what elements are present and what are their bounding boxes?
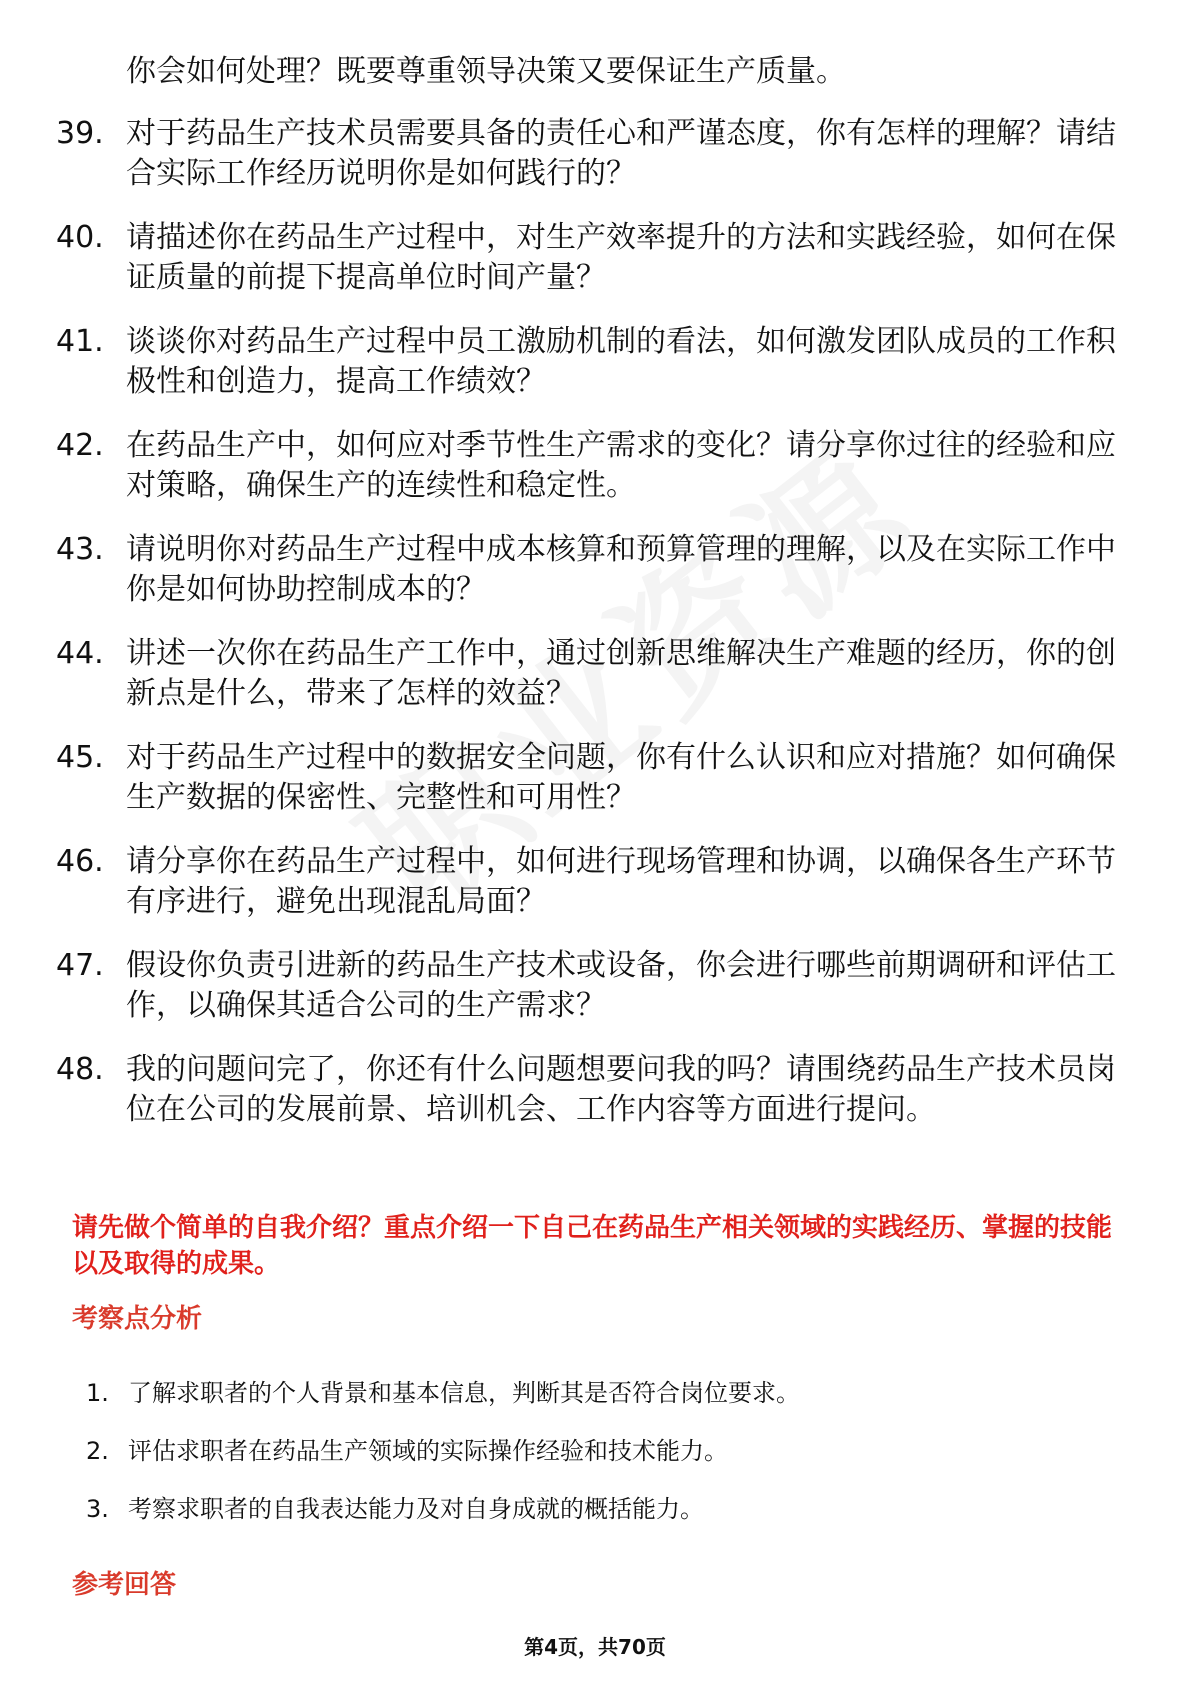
highlight-question: 请先做个简单的自我介绍？重点介绍一下自己在药品生产相关领域的实践经历、掌握的技能以及取得的成果。 bbox=[72, 1213, 1113, 1279]
question-item bbox=[56, 1050, 1116, 1130]
question-text: 讲述一次你在药品生产工作中，通过创新思维解决生产难题的经历，你的创新点是什么，带来了怎样的效益？ bbox=[126, 636, 1116, 711]
question-number: 45. bbox=[56, 740, 104, 775]
analysis-item bbox=[86, 1434, 1086, 1468]
question-text: 谈谈你对药品生产过程中员工激励机制的看法，如何激发团队成员的工作积极性和创造力，提高工作绩效？ bbox=[126, 324, 1116, 399]
analysis-text: 评估求职者在药品生产领域的实际操作经验和技术能力。 bbox=[128, 1437, 728, 1465]
question-text: 我的问题问完了，你还有什么问题想要问我的吗？请围绕药品生产技术员岗位在公司的发展前景、培训机会、工作内容等方面进行提问。 bbox=[126, 1052, 1116, 1127]
analysis-number: 1. bbox=[86, 1379, 109, 1407]
question-number: 48. bbox=[56, 1052, 104, 1087]
question-item bbox=[56, 634, 1116, 714]
question-text: 请分享你在药品生产过程中，如何进行现场管理和协调，以确保各生产环节有序进行，避免出现混乱局面？ bbox=[126, 844, 1116, 919]
question-item bbox=[56, 426, 1116, 506]
analysis-number: 2. bbox=[86, 1437, 109, 1465]
question-number: 39. bbox=[56, 116, 104, 151]
question-number: 40. bbox=[56, 220, 104, 255]
analysis-item bbox=[86, 1492, 1086, 1526]
question-text: 对于药品生产过程中的数据安全问题，你有什么认识和应对措施？如何确保生产数据的保密性、完整性和可用性？ bbox=[126, 740, 1116, 815]
question-number: 43. bbox=[56, 532, 104, 567]
analysis-text: 考察求职者的自我表达能力及对自身成就的概括能力。 bbox=[128, 1495, 704, 1523]
analysis-heading: 考察点分析 bbox=[72, 1304, 203, 1334]
question-item bbox=[56, 530, 1116, 610]
question-text: 对于药品生产技术员需要具备的责任心和严谨态度，你有怎样的理解？请结合实际工作经历说明你是如何践行的？ bbox=[126, 116, 1116, 191]
question-text: 请描述你在药品生产过程中，对生产效率提升的方法和实践经验，如何在保证质量的前提下提高单位时间产量？ bbox=[126, 220, 1116, 295]
question-text: 在药品生产中，如何应对季节性生产需求的变化？请分享你过往的经验和应对策略，确保生产的连续性和稳定性。 bbox=[126, 428, 1116, 503]
analysis-text: 了解求职者的个人背景和基本信息，判断其是否符合岗位要求。 bbox=[128, 1379, 800, 1407]
question-number: 41. bbox=[56, 324, 104, 359]
question-item bbox=[56, 114, 1116, 194]
question-item bbox=[56, 738, 1116, 818]
analysis-list bbox=[86, 1376, 1086, 1550]
question-text: 假设你负责引进新的药品生产技术或设备，你会进行哪些前期调研和评估工作，以确保其适合公司的生产需求？ bbox=[126, 948, 1116, 1023]
continuation-text: 你会如何处理？既要尊重领导决策又要保证生产质量。 bbox=[126, 54, 846, 89]
question-number: 47. bbox=[56, 948, 104, 983]
question-number: 42. bbox=[56, 428, 104, 463]
page-footer: 第4页，共70页 bbox=[524, 1635, 666, 1659]
analysis-number: 3. bbox=[86, 1495, 109, 1523]
answer-heading: 参考回答 bbox=[72, 1570, 177, 1600]
question-item bbox=[56, 842, 1116, 922]
question-number: 44. bbox=[56, 636, 104, 671]
question-item bbox=[56, 218, 1116, 298]
analysis-item bbox=[86, 1376, 1086, 1410]
question-item bbox=[56, 322, 1116, 402]
question-list bbox=[56, 114, 1116, 1154]
question-item bbox=[56, 946, 1116, 1026]
question-text: 请说明你对药品生产过程中成本核算和预算管理的理解，以及在实际工作中你是如何协助控制成本的？ bbox=[126, 532, 1116, 607]
question-number: 46. bbox=[56, 844, 104, 879]
